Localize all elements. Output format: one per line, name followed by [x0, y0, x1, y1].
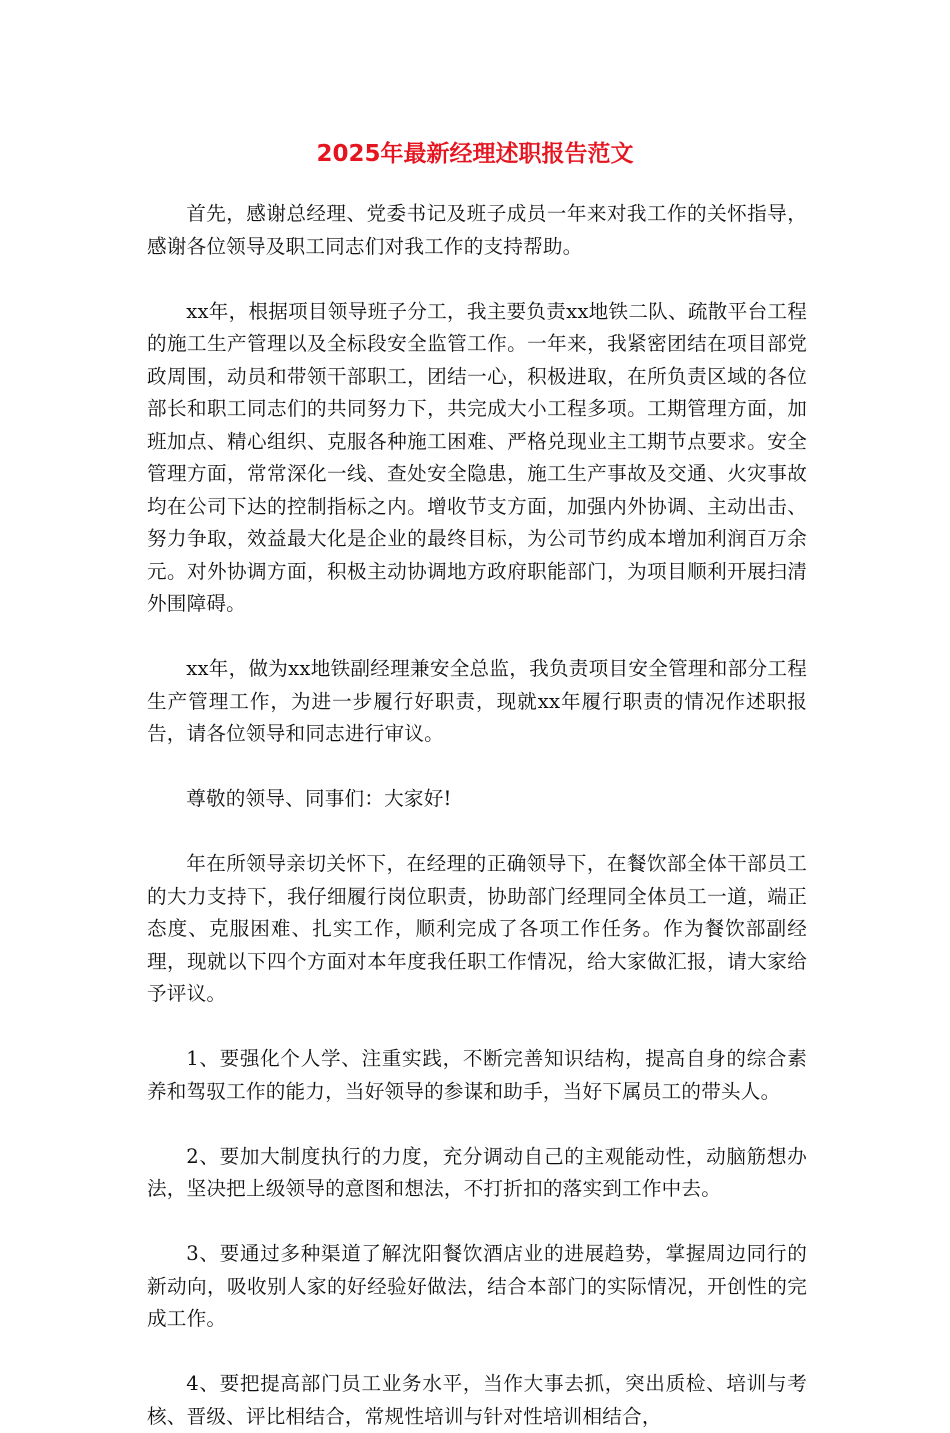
- document-title: 2025年最新经理述职报告范文: [316, 141, 634, 167]
- paragraph-2: xx年，根据项目领导班子分工，我主要负责xx地铁二队、疏散平台工程的施工生产管理以及全标段安全监管工作。一年来，我紧密团结在项目部党政周围，动员和带领干部职工，团结一心，积极进取，在所负责区域的各位部长和职工同志们的共同努力下，共完成大小工程多项。工期管理方面，加班加点、精心组织、克服各种施工困难、严格兑现业主工期节点要求。安全管理方面，常常深化一线、查处安全隐患，施工生产事故及交通、火灾事故均在公司下达的控制指标之内。增收节支方面，加强内外协调、主动出击、努力争取，效益最大化是企业的最终目标，为公司节约成本增加利润百万余元。对外协调方面，积极主动协调地方政府职能部门，为项目顺利开展扫清外围障碍。: [147, 299, 807, 615]
- paragraph-3: xx年，做为xx地铁副经理兼安全总监，我负责项目安全管理和部分工程生产管理工作，为进一步履行好职责，现就xx年履行职责的情况作述职报告，请各位领导和同志进行审议。: [147, 657, 807, 745]
- paragraph-6: 1、要强化个人学、注重实践，不断完善知识结构，提高自身的综合素养和驾驭工作的能力，当好领导的参谋和助手，当好下属员工的带头人。: [147, 1047, 807, 1103]
- document-body: [147, 198, 807, 1433]
- paragraph-7: 2、要加大制度执行的力度，充分调动自己的主观能动性，动脑筋想办法，坚决把上级领导的意图和想法，不打折扣的落实到工作中去。: [147, 1144, 807, 1200]
- paragraph-8: 3、要通过多种渠道了解沈阳餐饮酒店业的进展趋势，掌握周边同行的新动向，吸收别人家的好经验好做法，结合本部门的实际情况，开创性的完成工作。: [147, 1242, 807, 1330]
- paragraph-4: 尊敬的领导、同事们：大家好!: [186, 787, 452, 810]
- paragraph-5: 年在所领导亲切关怀下，在经理的正确领导下，在餐饮部全体干部员工的大力支持下，我仔细履行岗位职责，协助部门经理同全体员工一道，端正态度、克服困难、扎实工作，顺利完成了各项工作任务。作为餐饮部副经理，现就以下四个方面对本年度我任职工作情况，给大家做汇报，请大家给予评议。: [147, 852, 807, 1005]
- paragraph-9: 4、要把提高部门员工业务水平，当作大事去抓，突出质检、培训与考核、晋级、评比相结合，常规性培训与针对性培训相结合，: [147, 1372, 807, 1428]
- paragraph-1: 首先，感谢总经理、党委书记及班子成员一年来对我工作的关怀指导，感谢各位领导及职工同志们对我工作的支持帮助。: [147, 202, 807, 258]
